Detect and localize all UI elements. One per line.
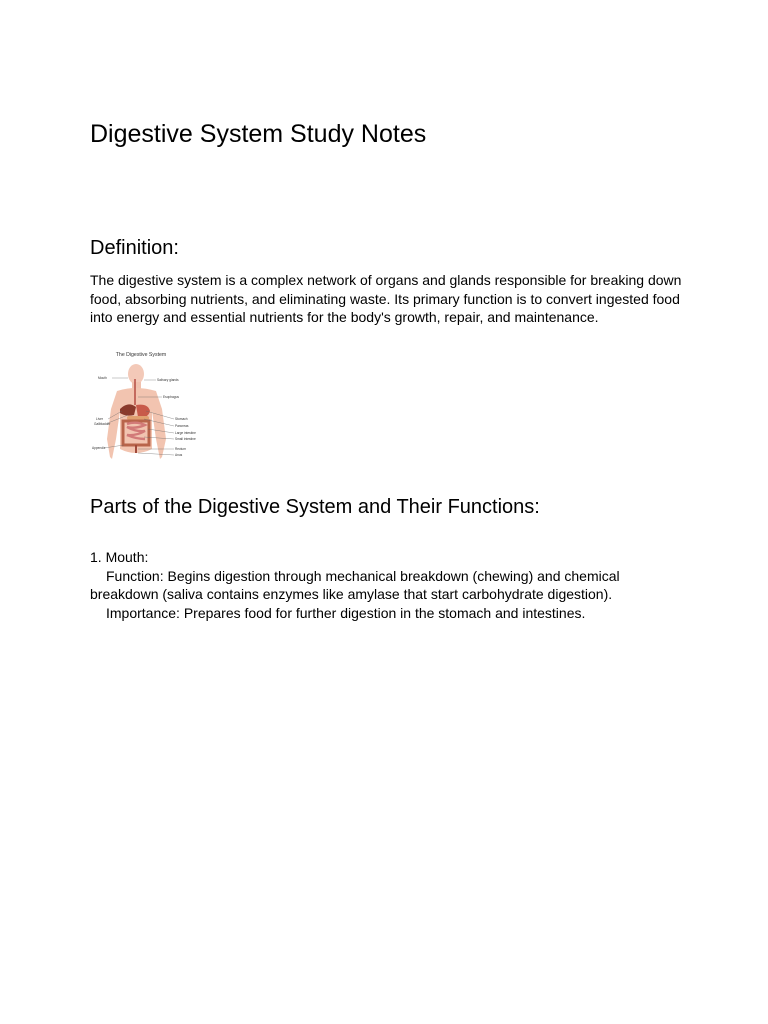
digestive-system-diagram: [90, 349, 196, 467]
label-anus: Anus: [175, 453, 183, 457]
label-large-intestine: Large intestine: [175, 431, 196, 435]
label-salivary-glands: Salivary glands: [157, 378, 179, 382]
label-stomach: Stomach: [175, 417, 188, 421]
diagram-caption: The Digestive System: [115, 352, 167, 358]
part-importance: Importance: Prepares food for further digestion in the stomach and intestines.: [106, 604, 586, 621]
label-appendix: Appendix: [92, 446, 106, 450]
definition-text: The digestive system is a complex network of organs and glands responsible for breaking down food, absorbing nutrients, and eliminating waste. Its primary function is to convert ingested food into energy and essential nutrients for the body's growth, repair, and maintenance.: [90, 272, 682, 325]
document-title: Digestive System Study Notes: [90, 120, 427, 148]
label-mouth: Mouth: [98, 376, 107, 380]
part-function: Function: Begins digestion through mechanical breakdown (chewing) and chemical breakdown (saliva contains enzymes like amylase that start carbohydrate digestion).: [90, 567, 620, 602]
label-pancreas: Pancreas: [175, 424, 189, 428]
label-rectum: Rectum: [175, 447, 186, 451]
parts-list: [90, 548, 690, 622]
parts-heading: Parts of the Digestive System and Their Functions:: [90, 496, 540, 518]
label-liver: Liver: [96, 417, 103, 421]
list-item: [90, 548, 690, 622]
label-esophagus: Esophagus: [163, 395, 179, 399]
label-gallbladder: Gallbladder: [94, 422, 111, 426]
label-small-intestine: Small intestine: [175, 437, 196, 441]
definition-heading: Definition:: [90, 237, 179, 259]
part-name: 1. Mouth:: [90, 549, 149, 565]
